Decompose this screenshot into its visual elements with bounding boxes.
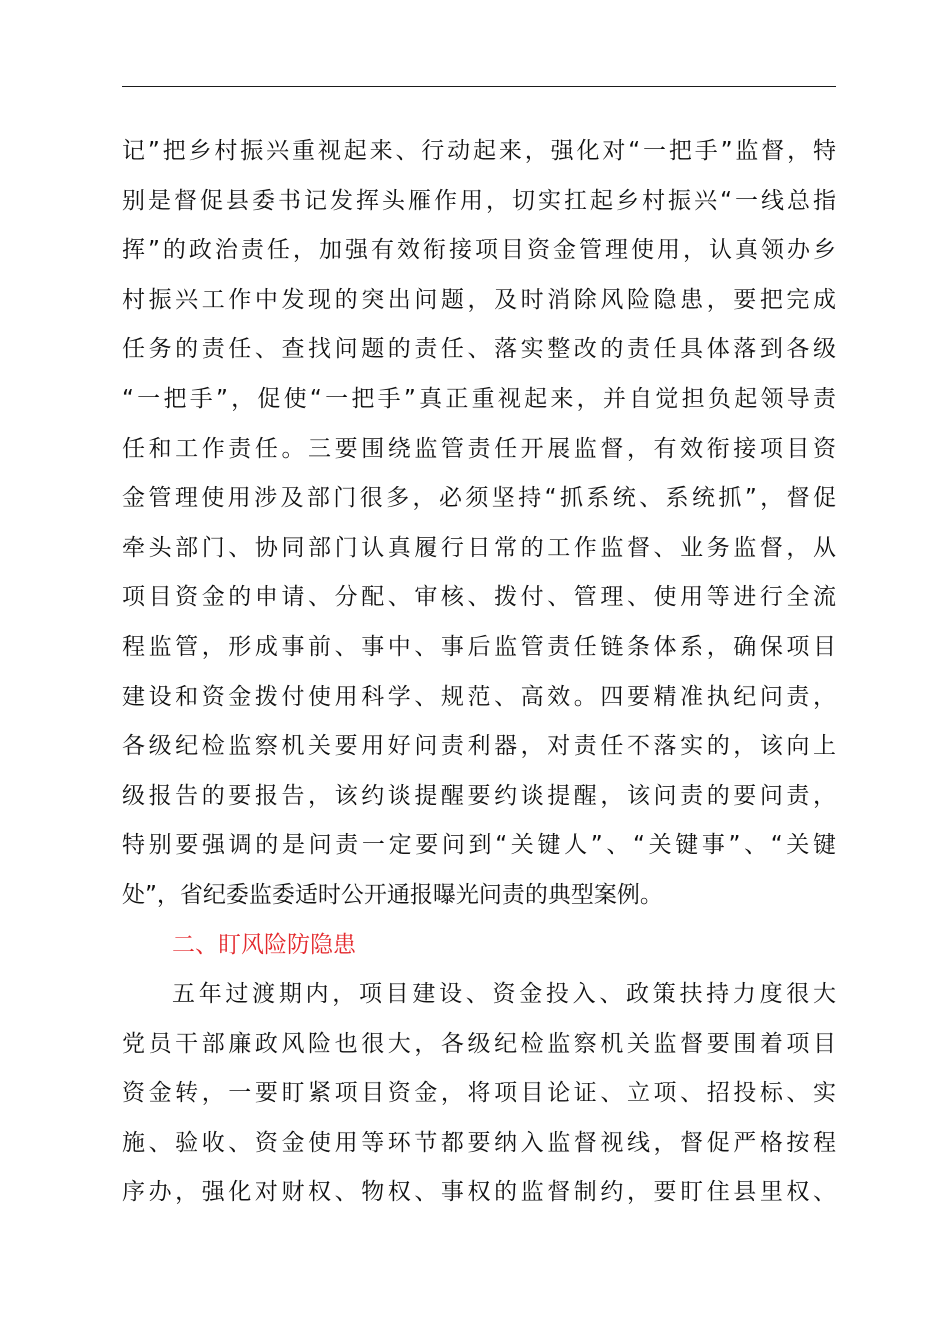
header-rule xyxy=(122,86,836,87)
text-line: 资金转，一要盯紧项目资金，将项目论证、立项、招投标、实 xyxy=(122,1080,836,1107)
text-line: 金管理使用涉及部门很多，必须坚持“抓系统、系统抓”，督促 xyxy=(122,485,836,512)
text-line: 五年过渡期内，项目建设、资金投入、政策扶持力度很大 xyxy=(172,981,836,1008)
text-line: 项目资金的申请、分配、审核、拨付、管理、使用等进行全流 xyxy=(122,584,836,611)
text-line: 级报告的要报告，该约谈提醒要约谈提醒，该问责的要问责， xyxy=(122,782,836,809)
text-line: 任和工作责任。三要围绕监管责任开展监督，有效衔接项目资 xyxy=(122,435,836,462)
text-line: 记”把乡村振兴重视起来、行动起来，强化对“一把手”监督，特 xyxy=(122,138,836,164)
text-line: 挥”的政治责任，加强有效衔接项目资金管理使用，认真领办乡 xyxy=(122,237,836,264)
paragraph-continuation xyxy=(122,127,836,921)
text-line: “一把手”，促使“一把手”真正重视起来，并自觉担负起领导责 xyxy=(122,385,836,412)
text-line: 序办，强化对财权、物权、事权的监督制约，要盯住县里权、 xyxy=(122,1179,836,1206)
section-heading: 二、盯风险防隐患 xyxy=(172,931,356,958)
text-line: 党员干部廉政风险也很大，各级纪检监察机关监督要围着项目 xyxy=(122,1030,836,1057)
text-line: 程监管，形成事前、事中、事后监管责任链条体系，确保项目 xyxy=(122,633,836,660)
text-line: 施、验收、资金使用等环节都要纳入监督视线，督促严格按程 xyxy=(122,1129,836,1156)
text-line: 各级纪检监察机关要用好问责利器，对责任不落实的，该向上 xyxy=(122,733,836,760)
text-line: 任务的责任、查找问题的责任、落实整改的责任具体落到各级 xyxy=(122,336,836,363)
text-line: 别是督促县委书记发挥头雁作用，切实扛起乡村振兴“一线总指 xyxy=(122,187,836,214)
paragraph-risk xyxy=(122,970,836,1218)
text-line: 处”，省纪委监委适时公开通报曝光问责的典型案例。 xyxy=(122,881,663,908)
document-body xyxy=(122,127,836,1218)
text-line: 特别要强调的是问责一定要问到“关键人”、“关键事”、“关键 xyxy=(122,832,836,859)
text-line: 村振兴工作中发现的突出问题，及时消除风险隐患，要把完成 xyxy=(122,286,836,313)
text-line: 建设和资金拨付使用科学、规范、高效。四要精准执纪问责， xyxy=(122,683,836,710)
text-line: 牵头部门、协同部门认真履行日常的工作监督、业务监督，从 xyxy=(122,534,836,561)
